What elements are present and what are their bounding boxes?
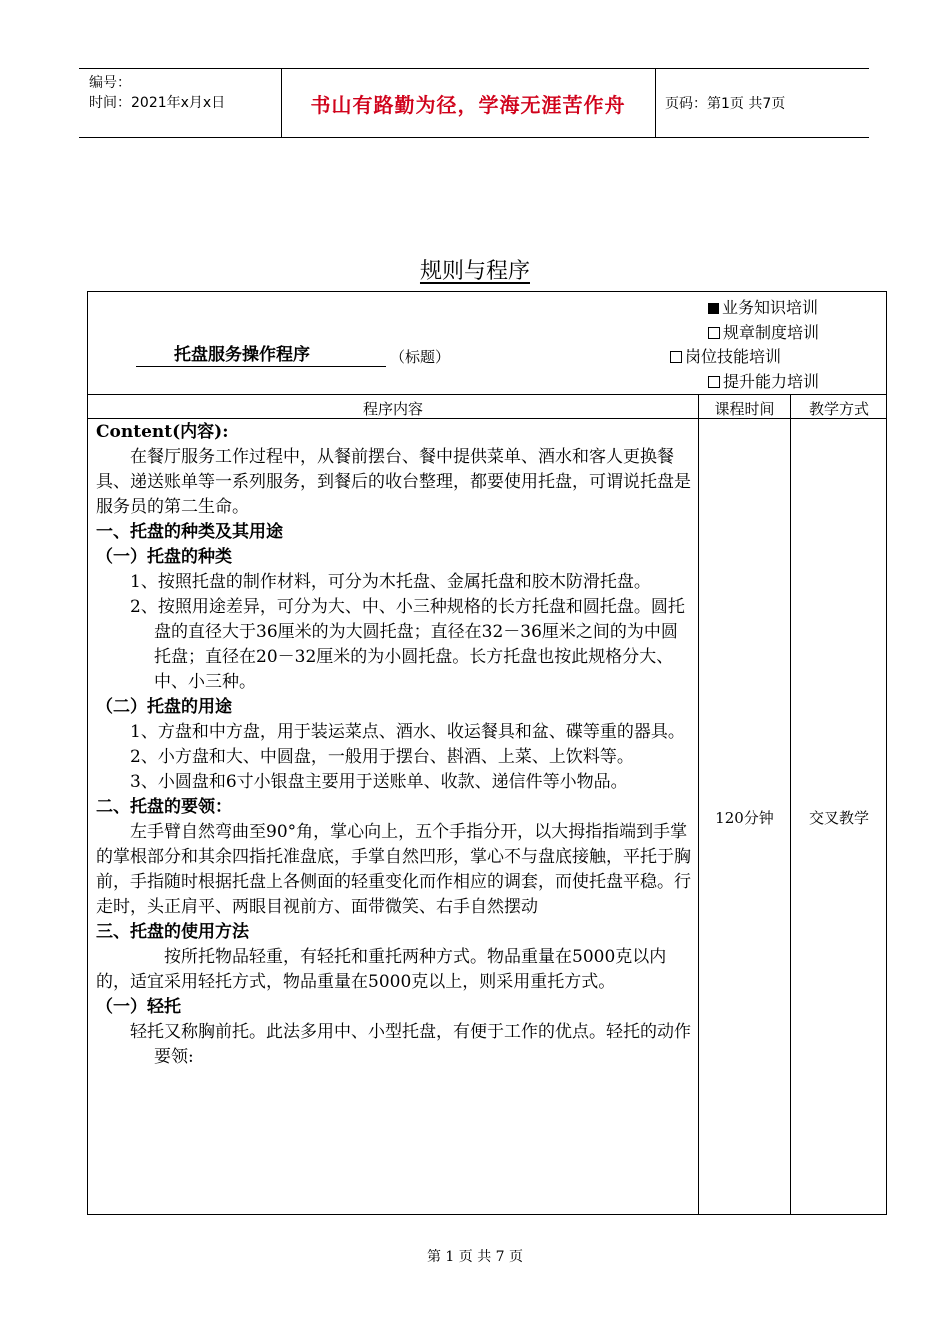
- section-heading: 二、托盘的要领：: [96, 797, 232, 817]
- list-item: 2、按照用途差异，可分为大、中、小三种规格的长方托盘和圆托盘。圆托盘的直径大于36厘米的为大圆托盘；直径在32－36厘米之间的为中圆托盘；直径在20－32厘米的为小圆托盘。长方托盘也按此规格分大、中、小三种。: [130, 597, 685, 692]
- option-improvement[interactable]: 提升能力培训: [708, 370, 819, 395]
- empty-checkbox-icon: [708, 376, 720, 388]
- column-header-duration: 课程时间: [714, 399, 775, 418]
- training-type-options: [685, 296, 820, 394]
- list-item: 1、按照托盘的制作材料，可分为木托盘、金属托盘和胶木防滑托盘。: [130, 572, 651, 592]
- option-job-skills[interactable]: 岗位技能培训: [670, 345, 819, 370]
- section-heading: 一、托盘的种类及其用途: [96, 522, 283, 542]
- list-item: 1、方盘和中方盘，用于装运菜点、酒水、收运餐具和盆、碟等重的器具。: [130, 722, 685, 742]
- option-regulations[interactable]: 规章制度培训: [708, 321, 819, 346]
- section-heading: 三、托盘的使用方法: [96, 922, 249, 942]
- header-page-info: 页码：第1页 共7页: [665, 96, 786, 112]
- intro-paragraph: 在餐厅服务工作过程中，从餐前摆台、餐中提供菜单、酒水和客人更换餐具、递送账单等一系列服务，到餐后的收台整理，都要使用托盘，可谓说托盘是服务员的第二生命。: [96, 447, 691, 517]
- list-item: 3、小圆盘和6寸小银盘主要用于送账单、收款、递信件等小物品。: [130, 772, 628, 792]
- empty-checkbox-icon: [708, 327, 720, 339]
- body-paragraph: 轻托又称胸前托。此法多用中、小型托盘，有便于工作的优点。轻托的动作要领:: [130, 1022, 691, 1067]
- method-value: 交叉教学: [808, 808, 869, 827]
- page-footer: 第 1 页 共 7 页: [426, 1249, 524, 1265]
- checked-checkbox-icon: [708, 303, 719, 314]
- document-title: 规则与程序: [419, 259, 530, 284]
- column-header-method: 教学方式: [808, 399, 869, 418]
- row-divider: [88, 394, 886, 395]
- empty-checkbox-icon: [670, 351, 682, 363]
- subsection-heading: （一）轻托: [96, 997, 181, 1017]
- body-paragraph: 左手臂自然弯曲至90°角，掌心向上，五个手指分开，以大拇指指端到手掌的掌根部分和其余四指托准盘底，手掌自然凹形，掌心不与盘底接触，平托于胸前，手指随时根据托盘上各侧面的轻重变化而作相应的调套，而使托盘平稳。行走时，头正肩平、两眼目视前方、面带微笑、右手自然摆动: [96, 822, 691, 917]
- duration-value: 120分钟: [715, 808, 774, 827]
- lesson-title: 托盘服务操作程序: [136, 344, 386, 367]
- body-paragraph: 按所托物品轻重，有轻托和重托两种方式。物品重量在5000克以内的，适宜采用轻托方式，物品重量在5000克以上，则采用重托方式。: [96, 947, 667, 992]
- header-meta: [89, 73, 225, 113]
- lesson-title-note: （标题）: [390, 348, 451, 366]
- number-label: 编号：: [89, 75, 131, 91]
- procedure-table: [87, 291, 887, 1215]
- time-label: 时间：2021年x月x日: [89, 95, 226, 111]
- header-divider: [655, 69, 656, 137]
- header-motto: 书山有路勤为径，学海无涯苦作舟: [310, 92, 626, 117]
- subsection-heading: （二）托盘的用途: [96, 697, 232, 717]
- list-item: 2、小方盘和大、中圆盘，一般用于摆台、斟酒、上菜、上饮料等。: [130, 747, 634, 767]
- subsection-heading: （一）托盘的种类: [96, 547, 232, 567]
- content-label: Content(内容):: [96, 422, 229, 442]
- procedure-content: [96, 420, 692, 1070]
- page-header: [79, 68, 869, 138]
- column-header-content: 程序内容: [362, 399, 423, 418]
- option-business-knowledge[interactable]: 业务知识培训: [708, 296, 819, 321]
